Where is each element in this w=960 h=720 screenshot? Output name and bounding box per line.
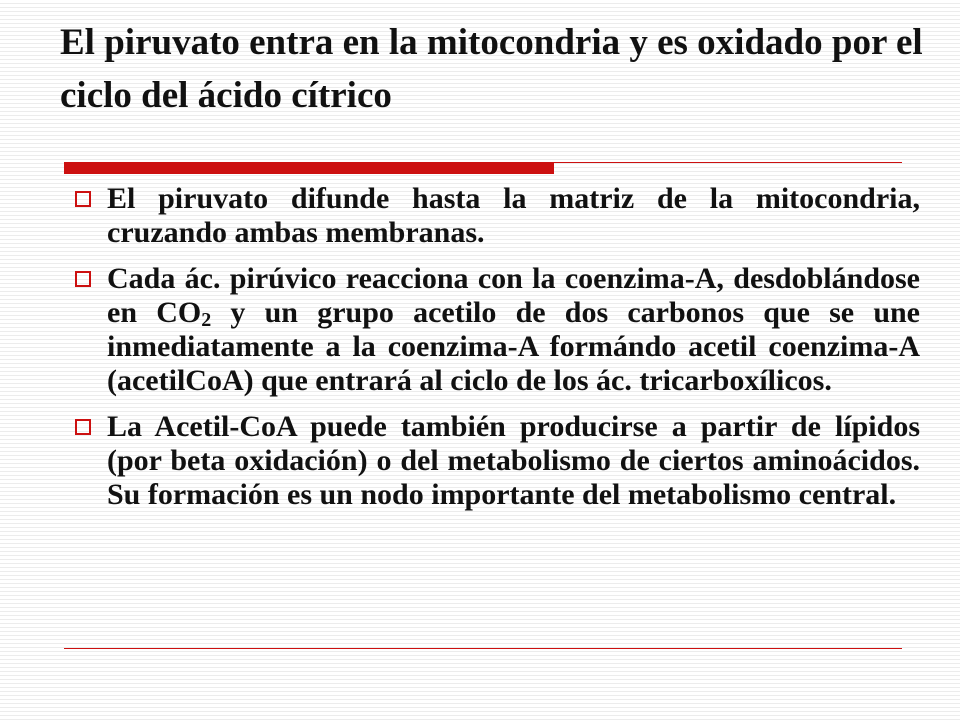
hollow-square-bullet-icon <box>75 271 91 287</box>
co2-subscript: 2 <box>201 309 212 331</box>
hollow-square-bullet-icon <box>75 419 91 435</box>
bullet-text: El piruvato difunde hasta la matriz de la mitocondria, cruzando ambas membranas. <box>107 182 920 249</box>
title-underline-thick <box>64 162 554 174</box>
bottom-rule <box>64 648 902 649</box>
bullet-text <box>107 262 920 397</box>
slide-title: El piruvato entra en la mitocondria y es oxidado por el ciclo del ácido cítrico <box>60 22 923 116</box>
title-underline-thin <box>554 162 902 163</box>
bullet-item-acetil-coa <box>74 410 920 512</box>
bullet-list <box>74 182 920 524</box>
bullet-text-before-subscript: Cada ác. pirúvico reacciona con la coenzima-A, desdoblándose en CO <box>107 262 920 329</box>
bullet-item-piruvato-difunde <box>74 182 920 250</box>
bullet-text: La Acetil-CoA puede también producirse a partir de lípidos (por beta oxidación) o del metabolismo de ciertos aminoácidos. Su formación es un nodo importante del metabolismo central. <box>107 410 920 511</box>
bullet-item-coenzima-a <box>74 262 920 398</box>
hollow-square-bullet-icon <box>75 191 91 207</box>
title-underline <box>64 162 902 174</box>
bullet-text-after-subscript: y un grupo acetilo de dos carbonos que se une inmediatamente a la coenzima-A formándo acetil coenzima-A (acetilCoA) que entrará al ciclo de los ác. tricarboxílicos. <box>107 296 921 397</box>
